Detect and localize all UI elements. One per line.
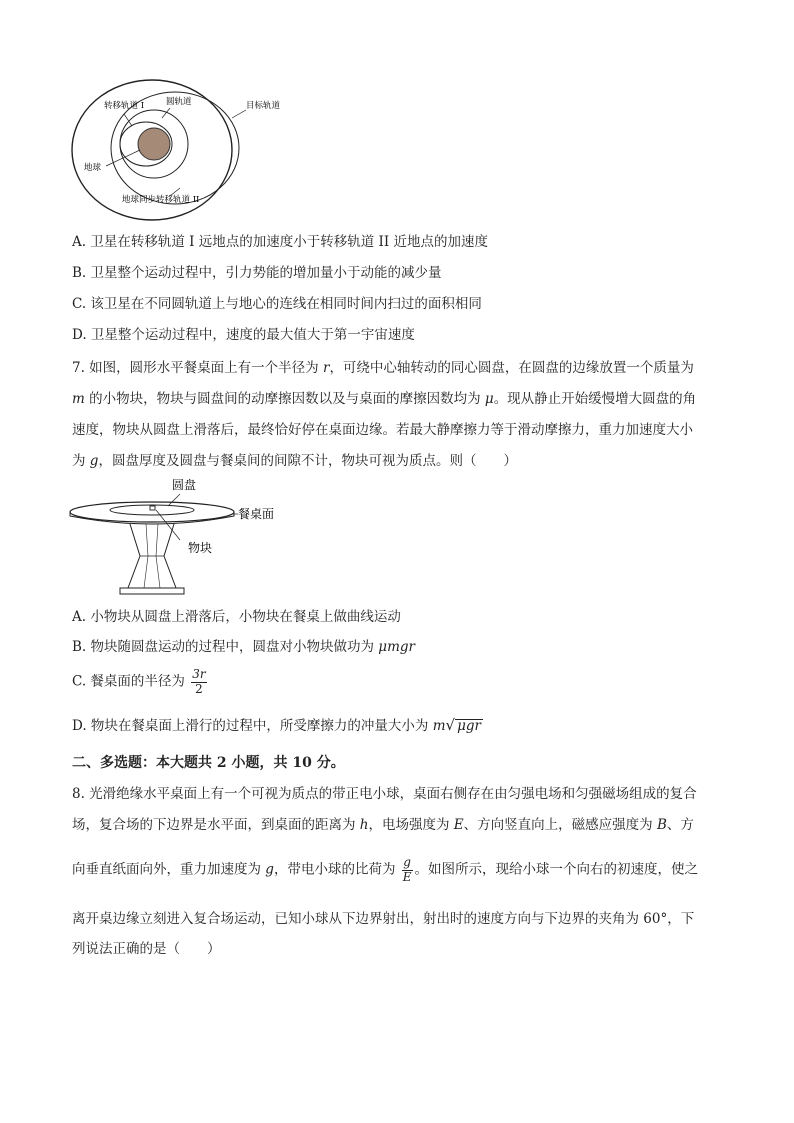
q7-stem-line-2: m 的小物块，物块与圆盘间的动摩擦因数以及与桌面的摩擦因数均为 μ。现从静止开始缓慢增大圆盘的角 [72, 391, 697, 407]
label-earth: 地球 [84, 163, 102, 173]
q6-option-b: B. 卫星整个运动过程中，引力势能的增加量小于动能的减少量 [72, 265, 442, 281]
q8-stem-line-1: 8. 光滑绝缘水平桌面上有一个可视为质点的带正电小球，桌面右侧存在由匀强电场和匀强磁场组成的复合 [72, 786, 697, 802]
label-transfer-2: 地球同步转移轨道 II [122, 195, 200, 205]
section-heading-multiple-choice: 二、多选题：本大题共 2 小题，共 10 分。 [72, 755, 345, 771]
label-transfer-1: 转移轨道 I [104, 101, 145, 111]
q8-stem-line-2: 场，复合场的下边界是水平面，到桌面的距离为 h，电场强度为 E、方向竖直向上，磁感应强度为 B、方 [72, 817, 694, 833]
label-circle-orbit: 圆轨道 [166, 97, 192, 107]
q7-stem-line-4: 为 g，圆盘厚度及圆盘与餐桌间的间隙不计，物块可视为质点。则（ ） [72, 453, 517, 469]
q7-option-d: D. 物块在餐桌面上滑行的过程中，所受摩擦力的冲量大小为 m√ μgr [72, 716, 481, 734]
block [150, 506, 155, 510]
label-disc: 圆盘 [172, 478, 197, 492]
q8-stem-line-5: 列说法正确的是（ ） [72, 941, 221, 957]
q7-option-a: A. 小物块从圆盘上滑落后，小物块在餐桌上做曲线运动 [72, 609, 401, 625]
label-target-orbit: 目标轨道 [246, 101, 281, 111]
earth-icon [138, 128, 170, 160]
q7-stem-line-1: 7. 如图，圆形水平餐桌面上有一个半径为 r，可绕中心轴转动的同心圆盘，在圆盘的边缘放置一个质量为 [72, 360, 694, 376]
label-block: 物块 [188, 541, 213, 555]
q6-option-d: D. 卫星整个运动过程中，速度的最大值大于第一宇宙速度 [72, 327, 415, 343]
q7-option-c-fraction: $\frac{3r}{2}$ [192, 667, 206, 696]
q8-stem-line-4: 离开桌边缘立刻进入复合场运动，已知小球从下边界射出，射出时的速度方向与下边界的夹角为 60°，下 [72, 911, 695, 927]
q6-option-a: A. 卫星在转移轨道 I 远地点的加速度小于转移轨道 II 近地点的加速度 [72, 234, 488, 250]
table-diagram [68, 476, 288, 602]
q8-charge-ratio-fraction: $\frac{g}{E}$ [402, 855, 412, 884]
q7-option-b: B. 物块随圆盘运动的过程中，圆盘对小物块做功为 μmgr [72, 639, 415, 655]
q7-option-b-expr: μmgr [378, 639, 415, 655]
label-table: 餐桌面 [238, 507, 275, 521]
q6-option-c: C. 该卫星在不同圆轨道上与地心的连线在相同时间内扫过的面积相同 [72, 296, 482, 312]
q7-stem-line-3: 速度，物块从圆盘上滑落后，最终恰好停在桌面边缘。若最大静摩擦力等于滑动摩擦力，重力加速度大小 [72, 422, 693, 438]
q7-option-d-root: μgr [457, 718, 481, 734]
q8-stem-line-3: 向垂直纸面向外，重力加速度为 g，带电小球的比荷为 $\frac{g}{E}$ 。如图所示，现给小球一个向右的初速度，使之 [72, 855, 699, 884]
q7-option-c: C. 餐桌面的半径为 $\frac{3r}{2}$ [72, 667, 206, 696]
orbit-diagram [70, 78, 290, 228]
